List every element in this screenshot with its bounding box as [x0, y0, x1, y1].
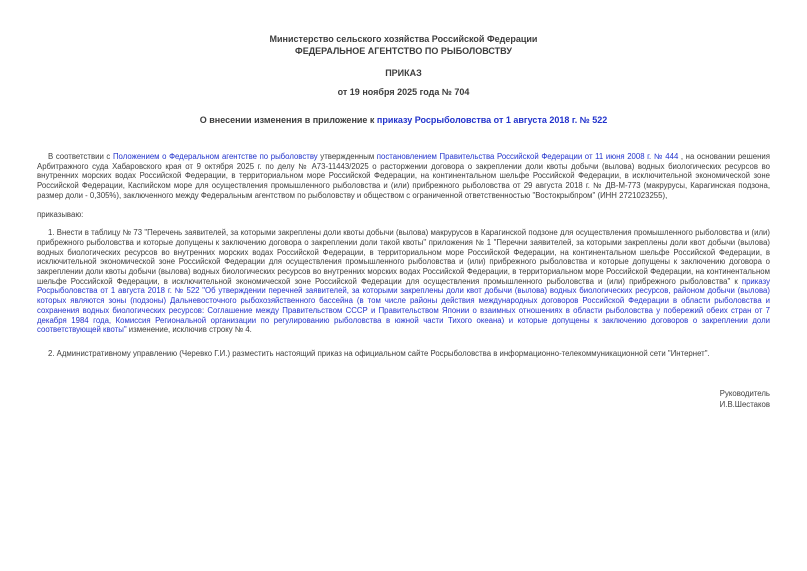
ministry-name: Министерство сельского хозяйства Российской Федерации — [269, 34, 538, 44]
signature-block — [37, 388, 770, 410]
agency-name: ФЕДЕРАЛЬНОЕ АГЕНТСТВО ПО РЫБОЛОВСТВУ — [295, 46, 512, 56]
text-run: О внесении изменения в приложение к — [199, 115, 377, 125]
signature-name: И.В.Шестаков — [719, 399, 770, 409]
document-link[interactable]: постановлением Правительства Российской Федерации от 11 июня 2008 г. № 444 — [376, 152, 679, 161]
text-run: 1. Внести в таблицу № 73 "Перечень заявителей, за которыми закреплены доли квоты добычи (вылова) макрурусов в Карагинской подзоне для осуществления промышленного рыболовства и (или) прибрежного рыболовства и которые допущены к заключению договора о закреплении доли такой квоты" приложения № 1 "Перечни заявителей, за которыми закреплены доли квот добычи (вылова) водных биологических ресурсов во внутренних морских водах Российской Федерации, в территориальном море Российской Федерации, на континентальном шельфе Российской Федерации, в исключительной экономической зоне Российской Федерации для осуществления промышленного рыболовства и (или) прибрежного рыболовства и которые допущены к заключению договора о закреплении доли квоты добычи (вылова) водных биологических ресурсов во внутренних морских водах Российской Федерации, в территориальном море Российской Федерации, на континентальном шельфе Российской Федерации, в исключительной экономической зоне Российской Федерации для осуществления промышленного рыболовства и (или) прибрежного рыболовства" к — [37, 228, 770, 286]
document-link[interactable]: Положением о Федеральном агентстве по рыболовству — [112, 152, 318, 161]
text-run: , на основании решения Арбитражного суда Хабаровского края от 9 октября 2025 г. по делу № А73-11443/2025 о расторжении договора о закреплении доли квоты добычи (вылова) водных биологических ресурсов во внутренних морских водах Российской Федерации, в территориальном море Российской Федерации, на континентальном шельфе Российской Федерации, в исключительной экономической зоне Российской Федерации, Каспийском море для осуществления промышленного рыболовства и (или) прибрежного рыболовства от 29 августа 2018 г. № ДВ-М-773 (макрурусы, Карагинская подзона, размер доли - 0,305%), заключенного между Федеральным агентством по рыболовству и обществом с ограниченной ответственностью "Востокрыбпром" (ИНН 2721023255), — [37, 152, 770, 200]
doc-body — [37, 152, 770, 359]
paragraph-preamble — [37, 152, 770, 201]
document-link[interactable]: приказу Росрыболовства от 1 августа 2018 г. № 522 — [376, 115, 608, 125]
text-run: В соответствии с — [48, 152, 113, 161]
doc-title — [37, 114, 770, 126]
text-run: изменение, исключив строку № 4. — [126, 325, 252, 335]
doc-date-number: от 19 ноября 2025 года № 704 — [337, 87, 470, 97]
document-link[interactable]: приказу Росрыболовства от 1 августа 2018 г. № 522 "Об утверждении перечней заявителей, за которыми закреплены доли квот добычи (вылова) водных биологических ресурсов, районом добычи (вылова) которых являются зоны (подзоны) Дальневосточного рыбохозяйственного бассейна (в том числе районы действия международных договоров Российской Федерации в области рыболовства и сохранения водных биологических ресурсов: Соглашение между Правительством СССР и Правительством Японии о взаимных отношениях в области рыболовства у побережий обеих стран от 7 декабря 1984 года, Комиссия Региональной организации по регулированию рыболовства в южной части Тихого океана) и которые допущены к заключению договоров о закреплении доли соответствующей квоты" — [37, 276, 770, 335]
text-run: 2. Административному управлению (Черевко Г.И.) разместить настоящий приказ на официальном сайте Росрыболовства в информационно-телекоммуникационной сети "Интернет". — [48, 348, 710, 358]
paragraph-item-2 — [37, 349, 770, 359]
signature-position: Руководитель — [719, 388, 770, 398]
text-run: утвержденным — [317, 152, 377, 161]
paragraph-order-word: приказываю: — [37, 209, 84, 219]
doc-type-heading: ПРИКАЗ — [385, 68, 422, 78]
paragraph-item-1 — [37, 228, 770, 335]
